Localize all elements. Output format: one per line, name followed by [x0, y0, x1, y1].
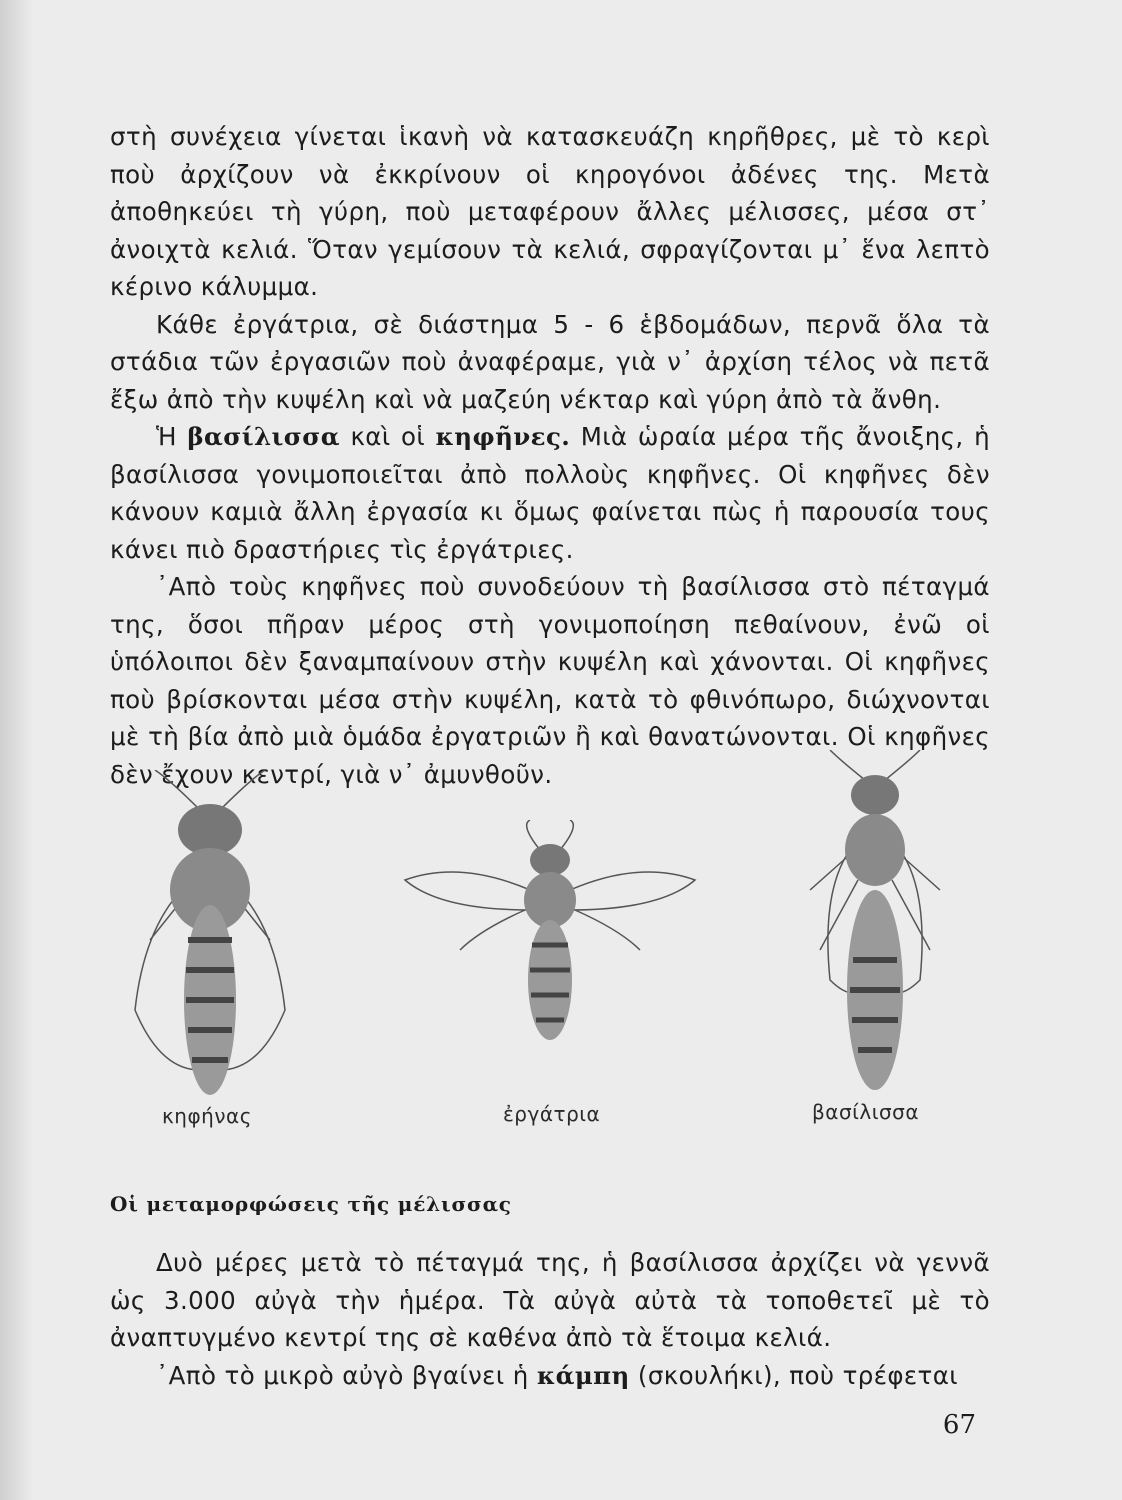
paragraph-eggs: Δυὸ μέρες μετὰ τὸ πέταγμά της, ἡ βασίλισσα ἀρχίζει νὰ γεννᾶ ὡς 3.000 αὐγὰ τὴν ἡμέρα. Τὰ αὐγὰ αὐτὰ τὰ τοποθετεῖ μὲ τὸ ἀναπτυγμένο κεντρί της σὲ καθένα ἀπὸ τὰ ἕτοιμα κελιά. — [110, 1248, 990, 1352]
section-heading: Οἱ μεταμορφώσεις τῆς μέλισσας — [110, 1192, 512, 1216]
page-number: 67 — [942, 1410, 976, 1440]
paragraph-rest: Μιὰ ὡραία μέρα τῆς ἄνοιξης, ἡ βασίλισσα γονιμοποιεῖται ἀπὸ πολλοὺς κηφῆνες. Οἱ κηφῆνες δὲν κάνουν καμιὰ ἄλλη ἐργασία κι ὅμως φαίνεται πὼς ἡ παρουσία τους κάνει πιὸ δραστήριες τὶς ἐργάτριες. — [110, 422, 990, 564]
body-text-top — [110, 118, 990, 793]
paragraph-larva — [110, 1357, 990, 1395]
paragraph-queen-drones — [110, 418, 990, 568]
paragraph-drones-fate: ᾿Απὸ τοὺς κηφῆνες ποὺ συνοδεύουν τὴ βασίλισσα στὸ πέταγμά της, ὅσοι πῆραν μέρος στὴ γονιμοποίηση πεθαίνουν, ἐνῶ οἱ ὑπόλοιποι δὲν ξαναμπαίνουν στὴν κυψέλη καὶ χάνονται. Οἱ κηφῆνες ποὺ βρίσκονται μέσα στὴν κυψέλη, κατὰ τὸ φθινόπωρο, διώχνονται μὲ τὴ βία ἀπὸ μιὰ ὁμάδα ἐργατριῶν ἢ καὶ θανατώνονται. Οἱ κηφῆνες δὲν ἔχουν κεντρί, γιὰ ν᾿ ἀμυνθοῦν. — [110, 572, 990, 789]
term-queen: βασίλισσα — [187, 422, 340, 451]
term-larva: κάμπη — [536, 1360, 630, 1390]
larva-rest: (σκουλήκι), ποὺ τρέφεται — [629, 1360, 958, 1390]
body-text-bottom — [110, 1244, 990, 1394]
paragraph-prefix: Ἡ — [156, 422, 188, 451]
drone-illustration — [130, 770, 290, 1110]
caption-queen: βασίλισσα — [812, 1100, 920, 1124]
page-edge-shadow — [0, 0, 34, 1500]
queen-illustration — [800, 750, 950, 1100]
term-drones: κηφῆνες. — [435, 422, 571, 451]
paragraph-continuation: στὴ συνέχεια γίνεται ἱκανὴ νὰ κατασκευάζη κηρῆθρες, μὲ τὸ κερὶ ποὺ ἀρχίζουν νὰ ἐκκρίνουν οἱ κηρογόνοι ἀδένες της. Μετὰ ἀποθηκεύει τὴ γύρη, ποὺ μεταφέρουν ἄλλες μέλισσες, μέσα στ᾿ ἀνοιχτὰ κελιά. Ὅταν γεμίσουν τὰ κελιά, σφραγίζονται μ᾿ ἕνα λεπτὸ κέρινο κάλυμμα. — [110, 122, 990, 301]
bee-illustrations — [110, 740, 990, 1140]
larva-prefix: ᾿Απὸ τὸ μικρὸ αὐγὸ βγαίνει ἡ — [156, 1360, 537, 1390]
paragraph-worker-stages: Κάθε ἐργάτρια, σὲ διάστημα 5 - 6 ἑβδομάδων, περνᾶ ὅλα τὰ στάδια τῶν ἐργασιῶν ποὺ ἀναφέραμε, γιὰ ν᾿ ἀρχίση τέλος νὰ πετᾶ ἔξω ἀπὸ τὴν κυψέλη καὶ νὰ μαζεύη νέκταρ καὶ γύρη ἀπὸ τὰ ἄνθη. — [110, 309, 990, 414]
caption-drone: κηφήνας — [162, 1104, 252, 1128]
paragraph-middle: καὶ οἱ — [340, 422, 436, 451]
worker-illustration — [400, 820, 700, 1060]
caption-worker: ἐργάτρια — [503, 1102, 601, 1126]
